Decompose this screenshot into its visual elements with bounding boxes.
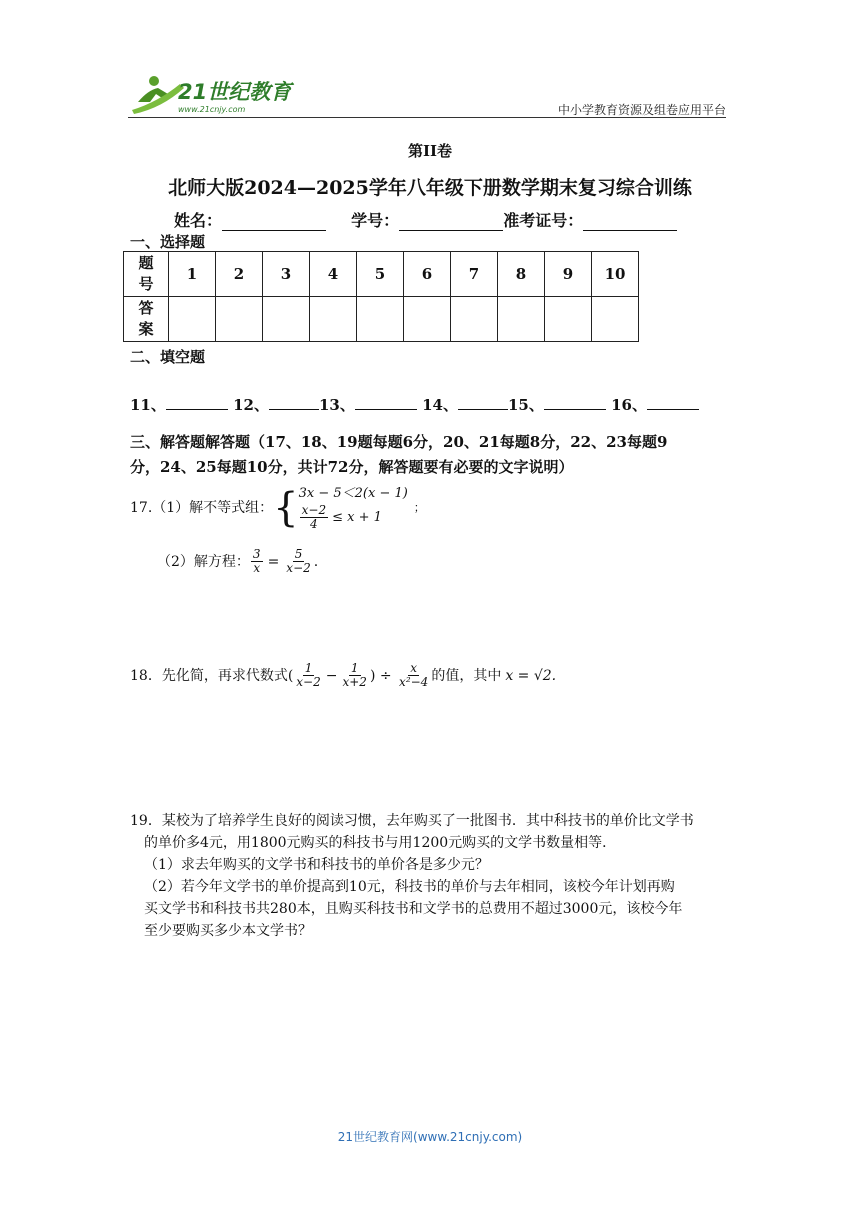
blank-16[interactable] xyxy=(647,395,699,410)
exam-label: 准考证号： xyxy=(503,211,584,230)
q19-line6: 至少要购买多少本文学书？ xyxy=(144,923,312,939)
answer-cell[interactable] xyxy=(216,297,263,342)
brace-symbol: { xyxy=(273,484,299,531)
ineq2-denominator: 4 xyxy=(310,517,318,531)
q18-value: x = √2. xyxy=(505,667,557,684)
blank-label-15: 15、 xyxy=(507,396,544,414)
eq-tail: . xyxy=(313,553,319,570)
q18-tail: 的值，其中 xyxy=(431,667,502,684)
table-row-answers xyxy=(124,297,639,342)
section-choice: 一、选择题 xyxy=(130,233,206,251)
ineq2-numerator: x−2 xyxy=(301,503,327,517)
inequality-1: 3x − 5＜2(x − 1) xyxy=(298,486,408,501)
id-field[interactable] xyxy=(399,214,503,231)
section-fill: 二、填空题 xyxy=(130,348,206,366)
inequality-system xyxy=(299,484,408,531)
blank-11[interactable] xyxy=(166,395,228,410)
eq-left-num: 3 xyxy=(252,547,261,561)
exam-field[interactable] xyxy=(583,214,677,231)
eq-right-den: x−2 xyxy=(286,561,311,575)
blank-label-14: 14、 xyxy=(422,396,458,414)
q17-label: 17.（1）解不等式组： xyxy=(130,499,274,516)
q19-line2: 的单价多4元，用1800元购买的科技书与用1200元购买的文学书数量相等． xyxy=(144,835,617,851)
name-field[interactable] xyxy=(222,214,326,231)
q18-f3-den: x²−4 xyxy=(399,675,429,689)
q18-label: 18．先化简，再求代数式( xyxy=(130,667,294,684)
blank-15[interactable] xyxy=(544,395,606,410)
blank-12[interactable] xyxy=(269,395,319,410)
name-label: 姓名： xyxy=(174,211,223,230)
question-17-part2: （2）解方程： $\frac{3}{x}$ = $\frac{5}{x-2}$ . xyxy=(157,547,319,575)
q19-line4: （2）若今年文学书的单价提高到10元，科技书的单价与去年相同，该校今年计划再购 xyxy=(144,879,675,895)
q19-line5: 买文学书和科技书共280本，且购买科技书和文学书的总费用不超过3000元，该校今年 xyxy=(144,901,683,917)
number-cell: 1 xyxy=(169,252,216,297)
section-solve xyxy=(130,430,667,480)
ineq2-rest: ≤ x + 1 xyxy=(332,509,382,525)
footer-link[interactable]: 21世纪教育网(www.21cnjy.com) xyxy=(337,1130,523,1144)
number-cell: 3 xyxy=(263,252,310,297)
question-19 xyxy=(130,810,740,942)
q18-div: ) ÷ xyxy=(369,667,397,684)
answer-table xyxy=(123,251,639,342)
fill-blanks-row xyxy=(130,394,699,415)
number-cell: 8 xyxy=(498,252,545,297)
question-18: 18．先化简，再求代数式( $\frac{1}{x-2}$ − $\frac{1}{x+2}$ ) ÷ $\frac{x}{\text{x²−4}}$ 的值，其中 x = √2. xyxy=(130,661,557,689)
eq-right-num: 5 xyxy=(294,547,303,561)
answer-cell[interactable] xyxy=(545,297,592,342)
answer-cell[interactable] xyxy=(310,297,357,342)
q18-f2-num: 1 xyxy=(350,661,359,675)
answer-cell[interactable] xyxy=(498,297,545,342)
answer-label-cell: 答案 xyxy=(124,297,169,342)
header-divider xyxy=(128,117,726,118)
number-cell: 9 xyxy=(545,252,592,297)
q17-tail: ； xyxy=(413,500,425,514)
number-cell: 6 xyxy=(404,252,451,297)
eq-left-den: x xyxy=(253,561,261,575)
id-label: 学号： xyxy=(351,211,400,230)
header-label-cell: 题号 xyxy=(124,252,169,297)
q19-line1: 19．某校为了培养学生良好的阅读习惯，去年购买了一批图书．其中科技书的单价比文学书 xyxy=(130,813,694,829)
number-cell: 5 xyxy=(357,252,404,297)
number-cell: 4 xyxy=(310,252,357,297)
section-solve-line2: 分，24、25每题10分，共计72分，解答题要有必要的文字说明） xyxy=(130,458,574,476)
platform-label: 中小学教育资源及组卷应用平台 xyxy=(557,103,726,117)
section-solve-line1: 三、解答题解答题（17、18、19题每题6分，20、21每题8分，22、23每题9 xyxy=(130,433,668,451)
answer-cell[interactable] xyxy=(404,297,451,342)
q18-f1-num: 1 xyxy=(304,661,313,675)
student-info xyxy=(174,208,677,231)
answer-cell[interactable] xyxy=(357,297,404,342)
q17-part2-label: （2）解方程： xyxy=(157,553,250,570)
table-row-numbers xyxy=(124,252,639,297)
q19-line3: （1）求去年购买的文学书和科技书的单价各是多少元？ xyxy=(144,857,489,873)
page-title: 北师大版2024—2025学年八年级下册数学期末复习综合训练 xyxy=(168,177,692,199)
blank-14[interactable] xyxy=(458,395,508,410)
question-17-part1 xyxy=(130,484,425,531)
blank-label-12: 12、 xyxy=(233,396,269,414)
answer-cell[interactable] xyxy=(592,297,639,342)
logo-text: 21世纪教育 xyxy=(178,80,292,104)
blank-label-11: 11、 xyxy=(130,396,166,414)
number-cell: 10 xyxy=(592,252,639,297)
logo-url: www.21cnjy.com xyxy=(178,105,246,114)
q18-f3-num: x xyxy=(410,661,418,675)
q18-f1-den: x−2 xyxy=(296,675,321,689)
number-cell: 7 xyxy=(451,252,498,297)
number-cell: 2 xyxy=(216,252,263,297)
q18-f2-den: x+2 xyxy=(342,675,367,689)
blank-label-13: 13、 xyxy=(318,396,355,414)
answer-cell[interactable] xyxy=(169,297,216,342)
blank-13[interactable] xyxy=(355,395,417,410)
logo xyxy=(128,72,298,116)
volume-label: 第II卷 xyxy=(407,142,453,160)
blank-label-16: 16、 xyxy=(611,396,647,414)
answer-cell[interactable] xyxy=(263,297,310,342)
answer-cell[interactable] xyxy=(451,297,498,342)
